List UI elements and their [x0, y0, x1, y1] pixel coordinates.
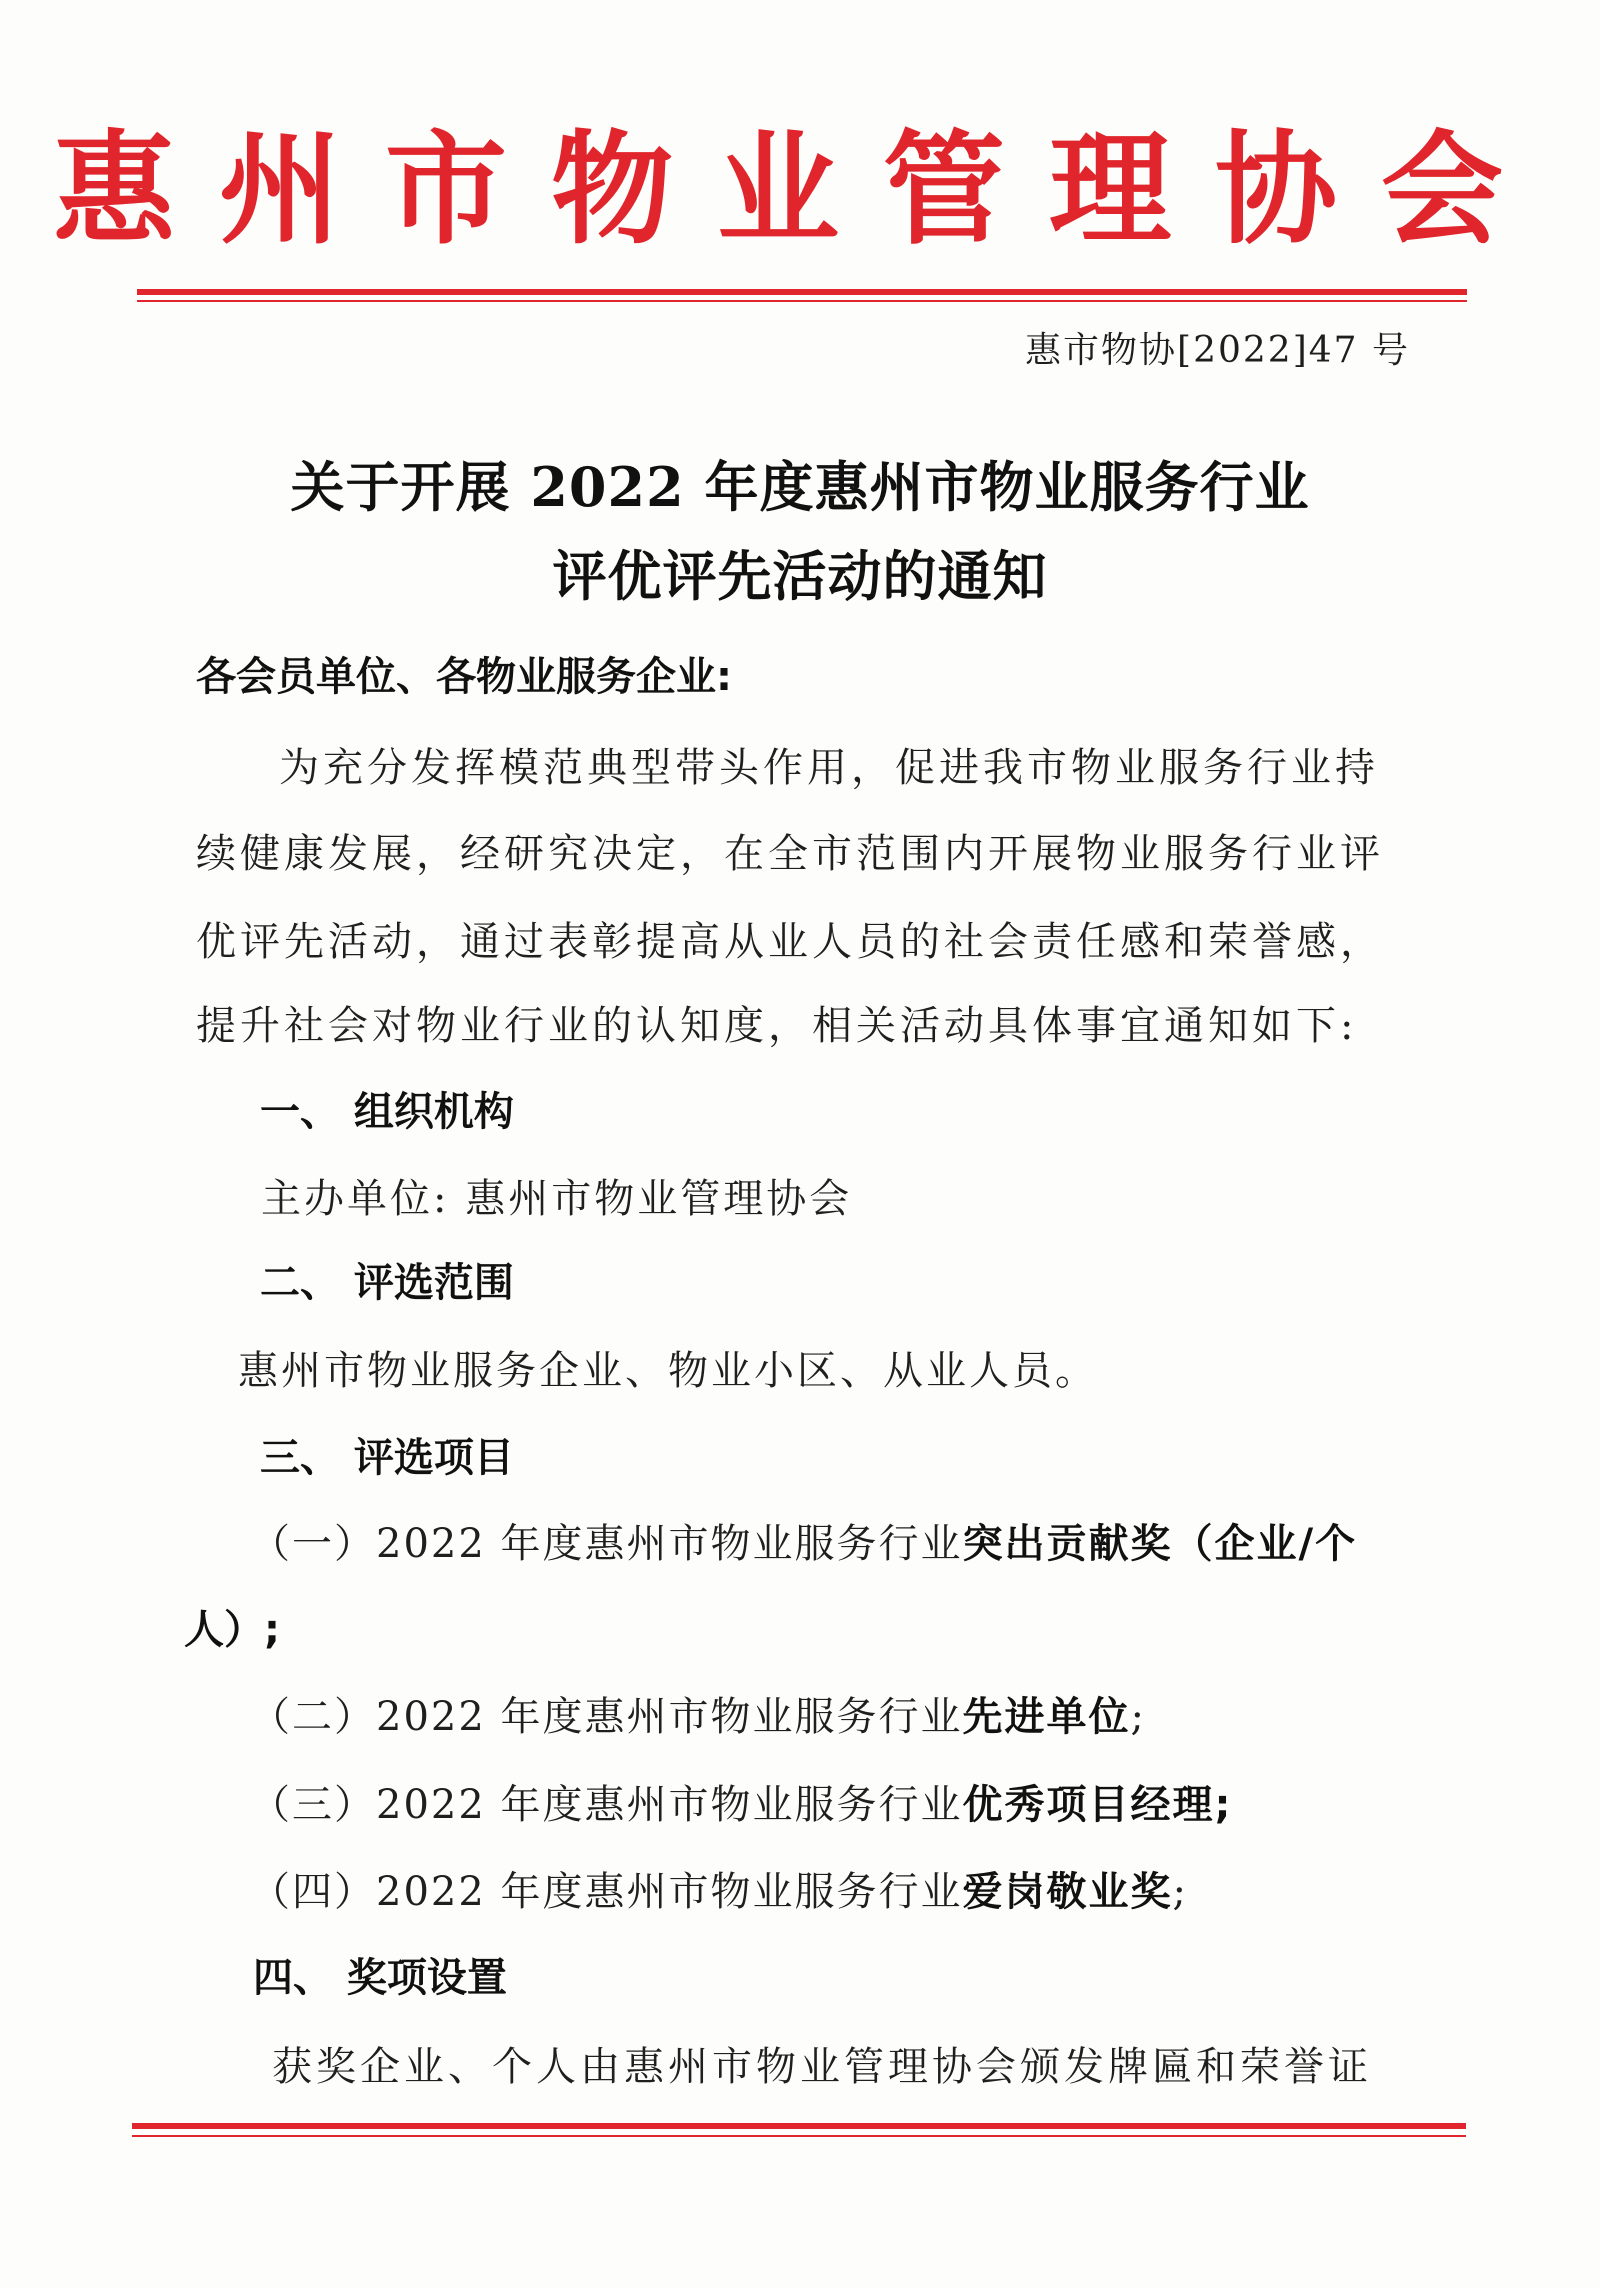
award-item-3-prefix: （三）2022 年度惠州市物业服务行业 [250, 1782, 963, 1828]
masthead-rule-thick [137, 289, 1467, 295]
intro-line-1: 为充分发挥模范典型带头作用，促进我市物业服务行业持 [279, 745, 1379, 791]
award-item-2-name: 先进单位 [962, 1694, 1131, 1740]
intro-line-3: 优评先活动，通过表彰提高从业人员的社会责任感和荣誉感， [196, 919, 1384, 965]
section-heading-organization: 一、 组织机构 [260, 1089, 514, 1135]
section-body-scope: 惠州市物业服务企业、物业小区、从业人员。 [238, 1348, 1098, 1394]
section-heading-items: 三、 评选项目 [260, 1435, 514, 1481]
document-title-line-2: 评优评先活动的通知 [552, 544, 1048, 608]
section-body-awards: 获奖企业、个人由惠州市物业管理协会颁发牌匾和荣誉证 [272, 2044, 1372, 2090]
intro-line-2: 续健康发展，经研究决定，在全市范围内开展物业服务行业评 [196, 831, 1384, 877]
document-title-line-1: 关于开展 2022 年度惠州市物业服务行业 [290, 455, 1310, 519]
document-number: 惠市物协[2022]47 号 [1025, 330, 1410, 371]
section-body-organizer: 主办单位: 惠州市物业管理协会 [261, 1176, 853, 1222]
masthead-title: 惠州市物业管理协会 [53, 117, 1547, 261]
award-item-1-continuation: 人）; [184, 1607, 280, 1653]
award-item-1-prefix: （一）2022 年度惠州市物业服务行业 [250, 1521, 963, 1567]
intro-line-4: 提升社会对物业行业的认知度，相关活动具体事宜通知如下: [196, 1003, 1358, 1049]
footer-rule-thin [132, 2135, 1466, 2137]
award-item-3 [250, 1782, 1233, 1828]
section-heading-awards: 四、 奖项设置 [253, 1955, 507, 2001]
footer-rule-thick [132, 2123, 1466, 2129]
award-item-2 [250, 1694, 1146, 1740]
masthead-rule-thin [137, 300, 1467, 302]
award-item-4 [250, 1869, 1188, 1915]
award-item-4-suffix: ; [1172, 1869, 1188, 1915]
section-heading-scope: 二、 评选范围 [260, 1260, 514, 1306]
award-item-2-prefix: （二）2022 年度惠州市物业服务行业 [250, 1694, 963, 1740]
award-item-3-name: 优秀项目经理; [962, 1782, 1233, 1828]
award-item-1 [250, 1521, 1358, 1567]
award-item-4-name: 爱岗敬业奖 [962, 1869, 1173, 1915]
award-item-4-prefix: （四）2022 年度惠州市物业服务行业 [250, 1869, 963, 1915]
salutation: 各会员单位、各物业服务企业: [196, 654, 732, 700]
award-item-2-suffix: ; [1130, 1694, 1146, 1740]
award-item-1-name: 突出贡献奖（企业/个 [962, 1521, 1358, 1567]
